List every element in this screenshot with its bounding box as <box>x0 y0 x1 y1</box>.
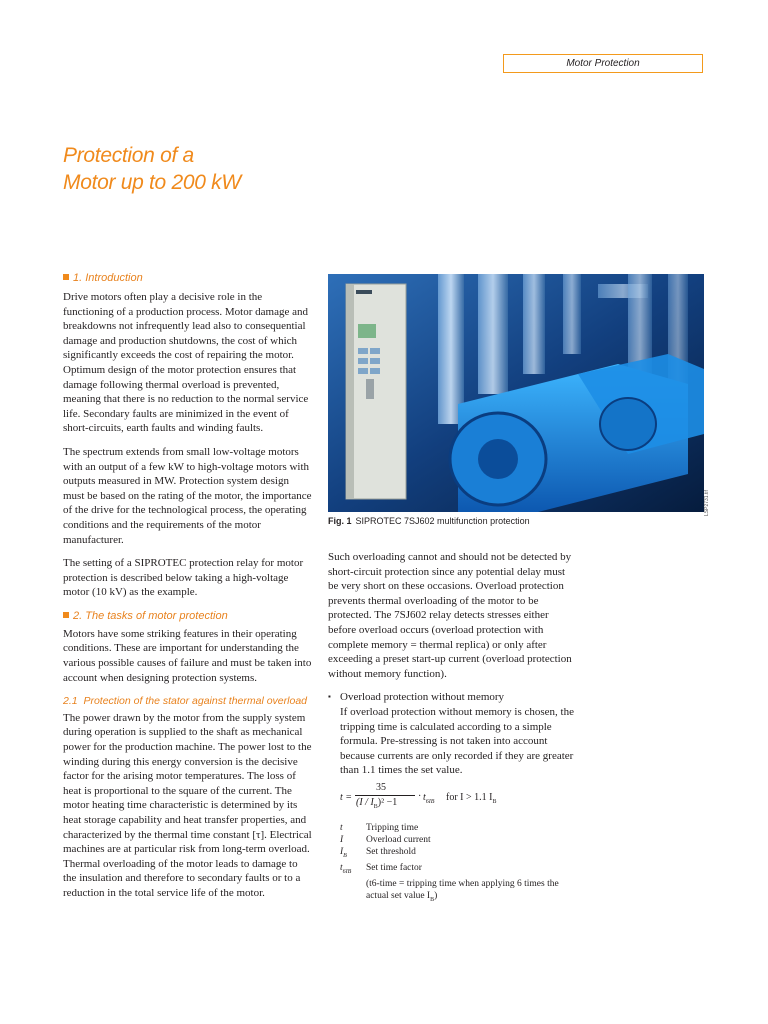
left-column <box>63 271 313 901</box>
right-column <box>328 550 578 906</box>
motor-photo-illustration <box>328 274 704 512</box>
page-title-line-2: Motor up to 200 kW <box>63 171 241 194</box>
legend-row: t Tripping time <box>340 822 419 833</box>
bullet-icon: ▪ <box>328 692 331 702</box>
bullet-text: If overload protection without memory is chosen, the tripping time is calculated according to a simple formula. Pre-stressing is not taken into account because currents are only recorded if they are greater than 1.1 times the set value. <box>340 705 574 777</box>
intro-paragraph-2: The spectrum extends from small low-voltage motors with an output of a few kW to high-voltage motors with outputs measured in MW. Protection system design must be based on the rating of the motor, the importance of the drive for the technological process, the operating conditions and the requirements of the motor manufacturer. <box>63 445 312 546</box>
orange-square-icon <box>63 274 69 280</box>
bullet-item <box>328 690 578 778</box>
legend-row: I Overload current <box>340 834 431 845</box>
page-title <box>63 142 363 196</box>
formula-condition: for I > 1.1 $I_B$ <box>446 791 497 805</box>
legend-row: $I_B$ Set threshold <box>340 846 416 859</box>
tasks-paragraph: Motors have some striking features in their operating conditions. These are important for understanding the various possible causes of failure and must be taken into account when designing protection systems. <box>63 627 312 684</box>
legend-note: (t6-time = tripping time when applying 6 times the actual set value $I_B$) <box>366 878 559 903</box>
figure-caption <box>328 515 704 527</box>
tasks-heading: 2. The tasks of motor protection <box>63 609 313 624</box>
symbol-legend <box>328 822 578 906</box>
formula-factor: $t_{6IB}$ <box>423 791 435 805</box>
tripping-time-formula <box>328 782 578 814</box>
legend-row: $t_{6IB}$ Set time factor <box>340 862 422 875</box>
stator-heading: 2.1 Protection of the stator against thermal overload <box>63 695 307 708</box>
section-label: Motor Protection <box>503 54 703 73</box>
figure-caption-text: SIPROTEC 7SJ602 multifunction protection <box>355 516 530 526</box>
intro-paragraph-1: Drive motors often play a decisive role in the functioning of a production process. Motor damage and breakdowns not infrequently lead also to consequential damage and production shutdowns, the cost of which significantly exceeds the cost of repairing the motor. Optimum design of the motor protection ensures that damage following thermal overload is prevented, meaning that there is no reduction to the normal service life. Secondary faults are minimized in the event of short-circuits, earth faults and winding faults. <box>63 291 309 435</box>
multiply-dot: · <box>418 790 422 802</box>
stator-paragraph: The power drawn by the motor from the supply system during operation is supplied to the shaft as mechanical power for the production machine. The power lost to the winding during this energy conversion is the decisive factor for the arising motor temperatures. The loss of heat is proportional to the square of the current. The motor heating time characteristic is determined by its heat storage capability and heat transfer properties, and characterized by the thermal time constant [τ]. Electrical machines are at particular risk from long-term overload. Thermal overloading of the motor leads to damage to the insulation and therefore to secondary faults or to a reduction in the total service life of the motor. <box>63 711 312 899</box>
bullet-title: Overload protection without memory <box>340 691 505 704</box>
motor-photo <box>328 274 704 512</box>
overload-paragraph: Such overloading cannot and should not be detected by short-circuit protection since any potential delay must be very short on these occasions. Overload protection prevents thermal overloading of the motor to be protected. The 7SJ602 relay detects stresses either before overload occurs (overload protection with complete memory = thermal replica) or only after exceeding a preset start-up current (overload protection without memory function). <box>328 551 572 680</box>
intro-heading: 1. Introduction <box>63 271 313 286</box>
intro-paragraph-3: The setting of a SIPROTEC protection relay for motor protection is described below taking a high-voltage motor (10 kV) as the example. <box>63 557 304 599</box>
fraction-bar <box>355 795 415 796</box>
orange-square-icon <box>63 612 69 618</box>
formula-lhs: t = <box>340 791 353 803</box>
page-title-line-1: Protection of a <box>63 144 194 167</box>
formula-numerator: 35 <box>376 781 386 793</box>
figure-label: Fig. 1 <box>328 516 352 526</box>
figure-credit: LSP2731.tif <box>704 490 710 516</box>
formula-denominator: $(I / I_B)^2 -1$ <box>356 796 398 810</box>
